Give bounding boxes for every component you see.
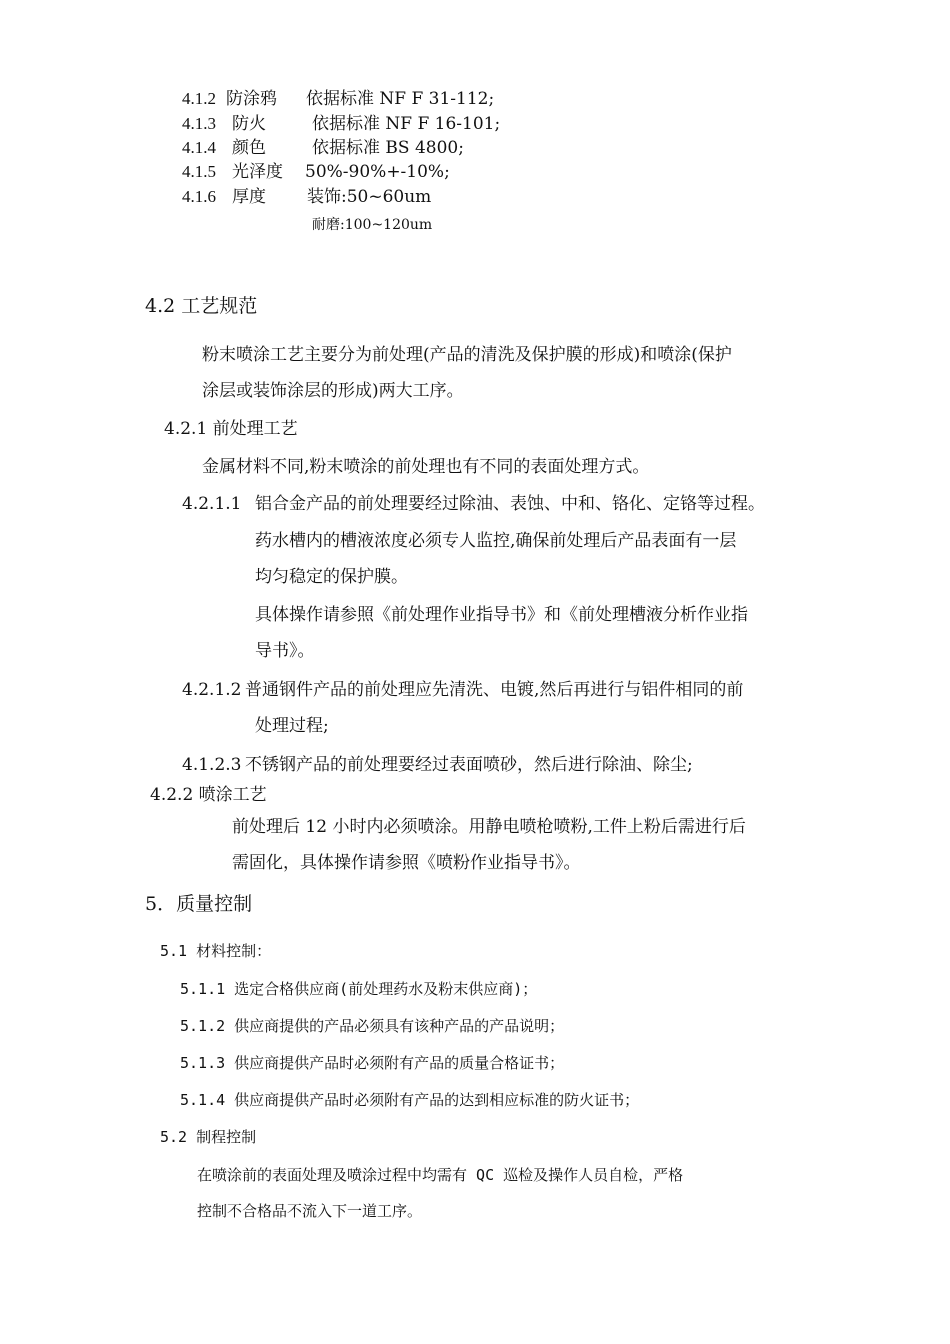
section-4-2-intro-line2: 涂层或装饰涂层的形成)两大工序。 xyxy=(202,381,464,401)
section-4-2-1-heading: 4.2.1 前处理工艺 xyxy=(164,419,298,439)
spec-item-label: 防火 xyxy=(232,114,266,134)
section-4-2-intro-line1: 粉末喷涂工艺主要分为前处理(产品的清洗及保护膜的形成)和喷涂(保护 xyxy=(202,345,732,365)
spec-item-label: 颜色 xyxy=(232,138,266,158)
section-4-2-2-line1: 前处理后 12 小时内必须喷涂。用静电喷枪喷粉,工件上粉后需进行后 xyxy=(232,817,746,837)
section-5-2-line1: 在喷涂前的表面处理及喷涂过程中均需有 QC 巡检及操作人员自检，严格 xyxy=(197,1166,684,1184)
spec-item-4-1-6 xyxy=(182,186,431,208)
item-4-2-1-2-line2: 处理过程; xyxy=(255,716,329,736)
spec-item-4-1-5 xyxy=(182,161,450,183)
spec-item-number: 4.1.2 xyxy=(182,89,216,108)
section-5-1-item: 5.1.1 选定合格供应商(前处理药水及粉末供应商)； xyxy=(180,980,538,998)
spec-item-4-1-3 xyxy=(182,113,500,135)
spec-item-number: 4.1.5 xyxy=(182,162,216,181)
spec-item-label: 光泽度 xyxy=(232,162,283,182)
thickness-wear-value: 耐磨:100~120um xyxy=(312,217,433,233)
spec-item-4-1-2 xyxy=(182,88,494,110)
section-5-2-heading: 5.2 制程控制 xyxy=(160,1128,257,1146)
section-5-heading: 5．质量控制 xyxy=(145,893,253,915)
section-5-1-item: 5.1.3 供应商提供产品时必须附有产品的质量合格证书； xyxy=(180,1054,565,1072)
section-4-2-2-line2: 需固化，具体操作请参照《喷粉作业指导书》。 xyxy=(232,853,581,873)
spec-item-value: 依据标准 NF F 16-101; xyxy=(312,114,501,134)
item-4-2-1-1-line3: 均匀稳定的保护膜。 xyxy=(255,567,408,587)
spec-item-value: 依据标准 BS 4800; xyxy=(312,138,464,158)
spec-item-value: 装饰:50~60um xyxy=(307,187,432,207)
spec-item-label: 厚度 xyxy=(232,187,266,207)
item-4-2-1-1-number: 4.2.1.1 xyxy=(182,494,242,514)
section-4-2-heading: 4.2 工艺规范 xyxy=(145,295,258,317)
section-5-2-line2: 控制不合格品不流入下一道工序。 xyxy=(197,1202,423,1220)
spec-item-value: 50%-90%+-10%; xyxy=(305,162,450,182)
spec-item-number: 4.1.4 xyxy=(182,138,216,157)
section-4-2-2-heading: 4.2.2 喷涂工艺 xyxy=(150,785,267,805)
spec-item-number: 4.1.3 xyxy=(182,114,216,133)
item-4-2-1-1-line4: 具体操作请参照《前处理作业指导书》和《前处理槽液分析作业指 xyxy=(255,605,748,625)
item-4-1-2-3-number: 4.1.2.3 xyxy=(182,755,242,775)
section-5-1-item: 5.1.2 供应商提供的产品必须具有该种产品的产品说明； xyxy=(180,1017,565,1035)
spec-item-label: 防涂鸦 xyxy=(226,89,277,109)
item-4-2-1-1-line1: 铝合金产品的前处理要经过除油、表蚀、中和、铬化、定铬等过程。 xyxy=(255,494,765,514)
spec-item-number: 4.1.6 xyxy=(182,187,216,206)
spec-item-4-1-4 xyxy=(182,137,464,159)
spec-item-value: 依据标准 NF F 31-112; xyxy=(306,89,495,109)
item-4-2-1-2-number: 4.2.1.2 xyxy=(182,680,242,700)
section-4-2-1-intro: 金属材料不同,粉末喷涂的前处理也有不同的表面处理方式。 xyxy=(202,457,650,477)
section-5-1-item: 5.1.4 供应商提供产品时必须附有产品的达到相应标准的防火证书； xyxy=(180,1091,640,1109)
item-4-1-2-3-line1: 不锈钢产品的前处理要经过表面喷砂，然后进行除油、除尘; xyxy=(245,755,693,775)
item-4-2-1-1-line2: 药水槽内的槽液浓度必须专人监控,确保前处理后产品表面有一层 xyxy=(255,531,737,551)
item-4-2-1-2-line1: 普通钢件产品的前处理应先清洗、电镀,然后再进行与铝件相同的前 xyxy=(245,680,744,700)
item-4-2-1-1-line5: 导书》。 xyxy=(255,641,315,661)
section-5-1-heading: 5.1 材料控制： xyxy=(160,942,272,960)
